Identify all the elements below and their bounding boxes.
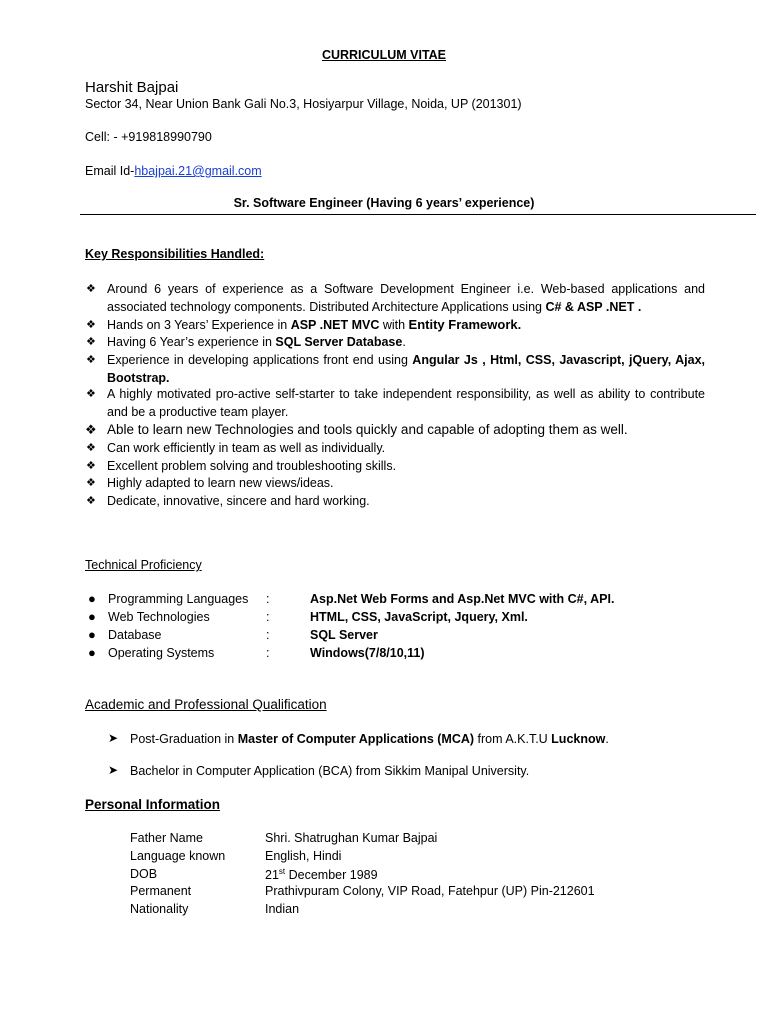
diamond-bullet-icon: ❖	[86, 460, 96, 472]
personal-value: 21st December 1989	[265, 867, 378, 883]
responsibility-item: Experience in developing applications front end using Angular Js , Html, CSS, Javascript, jQuery, Ajax, Bootstrap.	[107, 353, 705, 385]
tech-separator: :	[266, 592, 270, 606]
email-label: Email Id-	[85, 164, 135, 178]
responsibility-item: Can work efficiently in team as well as individually.	[107, 441, 386, 455]
personal-label: Nationality	[130, 902, 189, 916]
bullet-dot-icon: ●	[88, 645, 96, 660]
tech-value: Asp.Net Web Forms and Asp.Net MVC with C#, API.	[310, 592, 615, 606]
diamond-bullet-icon: ❖	[86, 336, 96, 348]
personal-value: Shri. Shatrughan Kumar Bajpai	[265, 831, 438, 845]
header-rule	[80, 214, 756, 215]
tech-separator: :	[266, 628, 270, 642]
personal-heading: Personal Information	[85, 797, 221, 812]
personal-label: Permanent	[130, 884, 192, 898]
email-line	[85, 164, 262, 178]
diamond-bullet-icon: ❖	[86, 388, 96, 400]
tech-label: Database	[108, 628, 162, 642]
academic-heading: Academic and Professional Qualification	[85, 697, 327, 712]
responsibility-item: A highly motivated pro-active self-starter to take independent responsibility, as well as ability to contribute and be a productive team player.	[107, 387, 705, 419]
responsibilities-heading: Key Responsibilities Handled:	[85, 247, 265, 261]
document-title: CURRICULUM VITAE	[321, 48, 447, 62]
diamond-bullet-icon: ❖	[85, 422, 97, 437]
headline: Sr. Software Engineer (Having 6 years’ experience)	[233, 196, 535, 210]
technical-heading: Technical Proficiency	[85, 558, 202, 572]
arrow-bullet-icon: ➤	[108, 763, 119, 777]
diamond-bullet-icon: ❖	[86, 495, 96, 507]
diamond-bullet-icon: ❖	[86, 354, 96, 366]
personal-label: DOB	[130, 867, 158, 881]
responsibility-item: Dedicate, innovative, sincere and hard working.	[107, 494, 370, 508]
responsibility-item: Excellent problem solving and troubleshooting skills.	[107, 459, 397, 473]
personal-label: Father Name	[130, 831, 203, 845]
email-link[interactable]: hbajpai.21@gmail.com	[134, 164, 262, 178]
address: Sector 34, Near Union Bank Gali No.3, Hosiyarpur Village, Noida, UP (201301)	[85, 97, 522, 111]
personal-label: Language known	[130, 849, 226, 863]
tech-separator: :	[266, 610, 270, 624]
diamond-bullet-icon: ❖	[86, 477, 96, 489]
responsibility-item: Having 6 Year’s experience in SQL Server Database.	[107, 335, 406, 349]
bullet-dot-icon: ●	[88, 591, 96, 606]
diamond-bullet-icon: ❖	[86, 283, 96, 295]
bullet-dot-icon: ●	[88, 609, 96, 624]
tech-value: SQL Server	[310, 628, 378, 642]
academic-item: Post-Graduation in Master of Computer Applications (MCA) from A.K.T.U Lucknow.	[130, 732, 609, 746]
diamond-bullet-icon: ❖	[86, 319, 96, 331]
tech-label: Programming Languages	[108, 592, 249, 606]
personal-value: English, Hindi	[265, 849, 342, 863]
cell-number: Cell: - +919818990790	[85, 130, 212, 144]
responsibility-item: Highly adapted to learn new views/ideas.	[107, 476, 334, 490]
tech-value: HTML, CSS, JavaScript, Jquery, Xml.	[310, 610, 528, 624]
responsibility-item: Hands on 3 Years’ Experience in ASP .NET MVC with Entity Framework.	[107, 317, 522, 332]
candidate-name: Harshit Bajpai	[85, 79, 179, 96]
personal-value: Prathivpuram Colony, VIP Road, Fatehpur (UP) Pin-212601	[265, 884, 595, 898]
tech-label: Web Technologies	[108, 610, 210, 624]
arrow-bullet-icon: ➤	[108, 731, 119, 745]
diamond-bullet-icon: ❖	[86, 442, 96, 454]
responsibility-item: Around 6 years of experience as a Software Development Engineer i.e. Web-based applications and associated technology components. Distributed Architecture Applications using C# & ASP .NET .	[107, 282, 705, 314]
bullet-dot-icon: ●	[88, 627, 96, 642]
academic-item: Bachelor in Computer Application (BCA) from Sikkim Manipal University.	[130, 764, 530, 778]
responsibility-item: Able to learn new Technologies and tools quickly and capable of adopting them as well.	[107, 422, 628, 437]
tech-separator: :	[266, 646, 270, 660]
tech-value: Windows(7/8/10,11)	[310, 646, 425, 660]
tech-label: Operating Systems	[108, 646, 215, 660]
personal-value: Indian	[265, 902, 300, 916]
